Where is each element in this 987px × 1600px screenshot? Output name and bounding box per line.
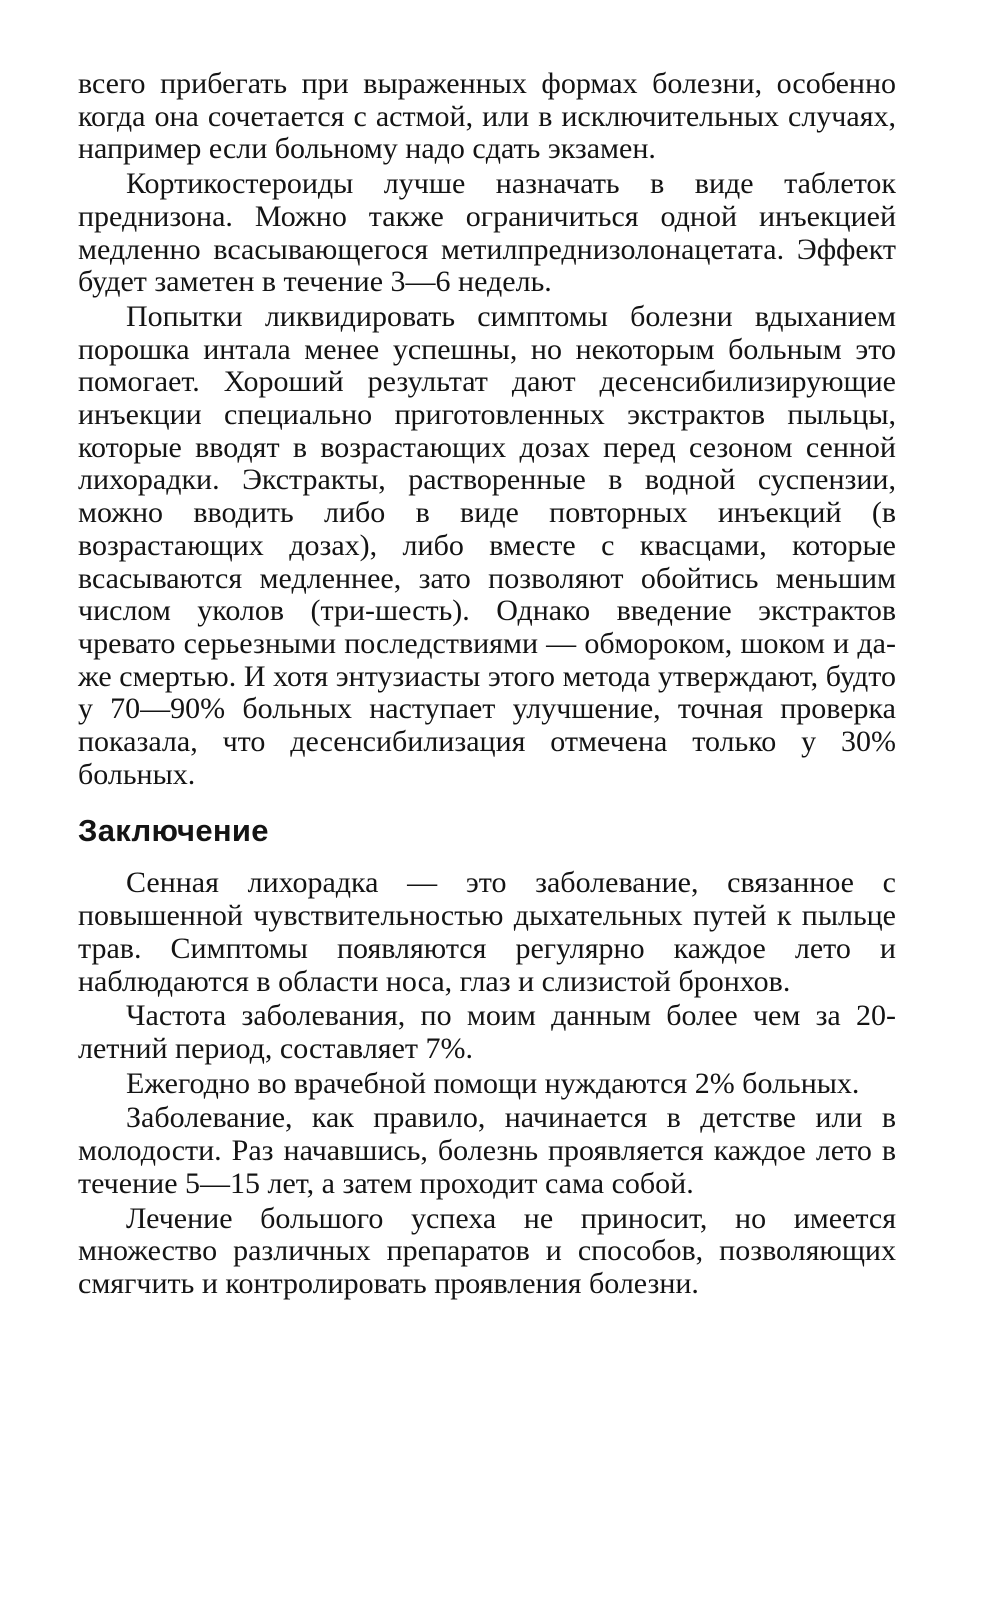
paragraph-conclusion-onset: Заболевание, как правило, начинается в детстве или в молодости. Раз начавшись, болезнь проявляется каждое лето в течение 5—15 лет, а затем проходит сама собой. [78, 1101, 896, 1200]
paragraph-desensitization: Попытки ликвидировать симптомы болезни вдыханием порошка интала менее успешны, но некоторым больным это помогает. Хороший результат дают десенсибилизирующие инъекции специально приготовленных экстрактов пыльцы, которые вводят в возрастающих дозах перед сезоном сенной лихорадки. Экстракты, растворенные в водной суспензии, можно вводить либо в виде повторных инъекций (в возрастающих дозах), либо вместе с квасцами, которые всасываются медленнее, зато позволяют обойтись меньшим числом уколов (три-шесть). Однако введение экстрактов чревато серьезными последствиями — обмороком, шоком и даже смертью. И хотя энтузиасты этого метода утверждают, будто у 70—90% больных наступает улучшение, точная проверка показала, что десенсибилизация отмечена только у 30% больных. [78, 299, 896, 791]
paragraph-corticosteroids: Кортикостероиды лучше назначать в виде таблеток преднизона. Можно также ограничиться одной инъекцией медленно всасывающегося метилпреднизолонацетата. Эффект будет заметен в течение 3—6 недель. [78, 167, 896, 299]
section-heading-conclusion: Заключение [78, 813, 269, 849]
paragraph-conclusion-annual: Ежегодно во врачебной помощи нуждаются 2% больных. [126, 1066, 860, 1100]
book-page [78, 68, 896, 1301]
paragraph-conclusion-treatment: Лечение большого успеха не приносит, но имеется множество различных препаратов и способов, позволяющих смягчить и контролировать проявления болезни. [78, 1201, 896, 1300]
paragraph-conclusion-definition: Сенная лихорадка — это заболевание, связанное с повышенной чувствительностью дыхательных путей к пыльце трав. Симптомы появляются регулярно каждое лето и наблюдаются в области носа, глаз и слизистой бронхов. [78, 866, 896, 998]
paragraph-conclusion-frequency: Частота заболевания, по моим данным более чем за 20-летний период, составляет 7%. [78, 999, 896, 1065]
paragraph-continued: всего прибегать при выраженных формах болезни, особенно когда она сочетается с астмой, или в исключительных случаях, например если больному надо сдать экзамен. [78, 67, 896, 166]
